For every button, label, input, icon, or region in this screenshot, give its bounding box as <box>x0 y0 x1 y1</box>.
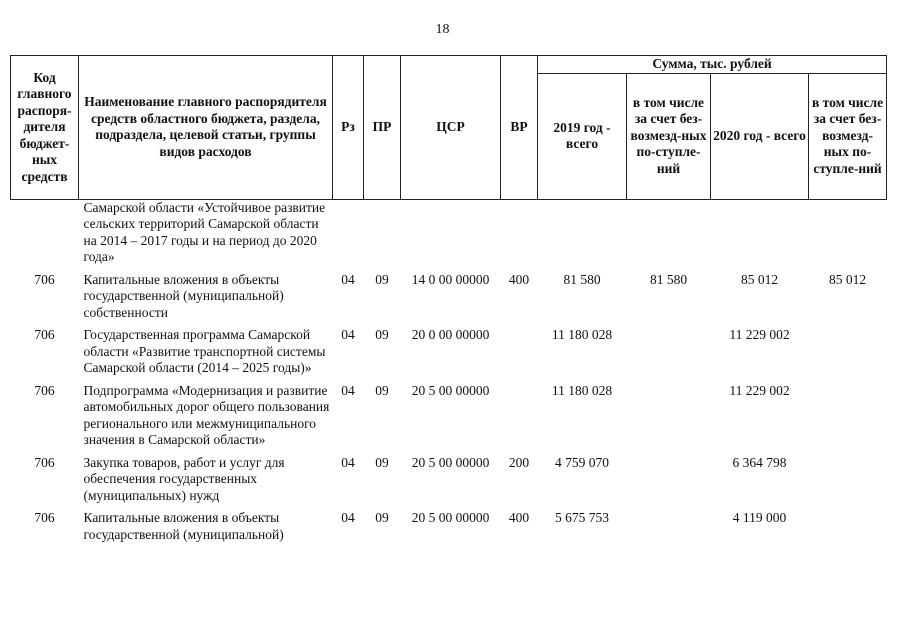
cell-2019: 11 180 028 <box>551 327 613 342</box>
cell-csr: 20 0 00 00000 <box>411 327 490 342</box>
header-2019-total: 2019 год - всего <box>538 73 627 199</box>
cell-name: Подпрограмма «Модернизация и развитие автомобильных дорог общего пользования регионального или межмуниципального значения в Самарской области» <box>83 382 330 447</box>
cell-rz: 04 <box>341 454 355 470</box>
cell-2019-grants <box>627 455 711 505</box>
cell-2020-grants <box>809 455 887 505</box>
cell-rz: 04 <box>341 327 355 342</box>
cell-pr <box>364 199 401 266</box>
header-sum: Сумма, тыс. рублей <box>538 56 887 74</box>
header-rz: Рз <box>333 56 364 200</box>
cell-2020: 85 012 <box>740 271 779 287</box>
cell-2020: 11 229 002 <box>729 327 790 342</box>
cell-rz: 04 <box>341 510 355 525</box>
budget-table <box>10 55 887 543</box>
cell-vr: 400 <box>508 271 530 287</box>
table-row <box>11 455 887 505</box>
cell-csr: 20 5 00 00000 <box>411 382 490 398</box>
cell-2020 <box>711 199 809 266</box>
cell-2019: 11 180 028 <box>551 382 613 398</box>
page-number: 18 <box>435 22 450 37</box>
header-name: Наименование главного распорядителя средств областного бюджета, раздела, подраздела, целевой статьи, группы видов расходов <box>79 56 333 200</box>
header-pr: ПР <box>364 56 401 200</box>
table-row <box>11 510 887 543</box>
cell-pr: 09 <box>375 454 389 470</box>
cell-name: Капитальные вложения в объекты государственной (муниципальной) <box>83 510 284 542</box>
cell-rz: 04 <box>341 271 355 287</box>
table-row <box>11 272 887 322</box>
cell-2020-grants <box>809 327 887 377</box>
cell-name: Самарской области «Устойчивое развитие сельских территорий Самарской области на 2014 – 2017 годы и на период до 2020 года» <box>83 199 326 264</box>
header-2020-grants: в том числе за счет без-возмезд-ных по-ступле-ний <box>809 73 887 199</box>
cell-2020: 6 364 798 <box>732 454 787 470</box>
cell-pr: 09 <box>375 382 389 398</box>
cell-pr: 09 <box>375 327 389 342</box>
cell-2020: 11 229 002 <box>729 382 790 398</box>
table-row <box>11 199 887 266</box>
cell-code: 706 <box>34 510 55 525</box>
cell-code: 706 <box>34 454 55 470</box>
cell-csr: 20 5 00 00000 <box>411 510 490 525</box>
cell-2019: 81 580 <box>563 271 601 287</box>
cell-csr <box>401 199 501 266</box>
cell-2019-grants <box>627 510 711 543</box>
cell-pr: 09 <box>375 510 389 525</box>
cell-2019-grants <box>627 327 711 377</box>
cell-pr: 09 <box>375 271 389 287</box>
cell-csr: 20 5 00 00000 <box>411 454 490 470</box>
cell-code: 706 <box>34 382 55 398</box>
cell-2020: 4 119 000 <box>732 510 787 525</box>
cell-vr <box>501 327 538 377</box>
header-2020-total: 2020 год - всего <box>711 73 809 199</box>
header-code: Код главного распоря-дителя бюджет-ных средств <box>11 56 79 200</box>
header-2019-grants: в том числе за счет без-возмезд-ных по-ступле-ний <box>627 73 711 199</box>
cell-2019-grants: 81 580 <box>649 271 688 287</box>
cell-code <box>11 199 79 266</box>
header-csr: ЦСР <box>401 56 501 200</box>
table-body <box>11 199 887 543</box>
cell-2020-grants <box>809 199 887 266</box>
cell-vr: 200 <box>508 454 530 470</box>
cell-2020-grants: 85 012 <box>828 271 867 287</box>
cell-vr <box>501 199 538 266</box>
table-header <box>11 56 887 200</box>
cell-code: 706 <box>34 271 55 287</box>
cell-name: Государственная программа Самарской области «Развитие транспортной системы Самарской области (2014 – 2025 годы)» <box>83 327 326 375</box>
cell-2019 <box>538 199 627 266</box>
cell-2020-grants <box>809 510 887 543</box>
cell-2019: 5 675 753 <box>555 510 609 525</box>
header-vr: ВР <box>501 56 538 200</box>
table-row <box>11 327 887 377</box>
cell-2019: 4 759 070 <box>555 454 609 470</box>
cell-name: Капитальные вложения в объекты государственной (муниципальной) собственности <box>83 271 284 320</box>
cell-code: 706 <box>34 327 55 342</box>
cell-vr: 400 <box>508 510 530 525</box>
cell-2020-grants <box>809 383 887 449</box>
cell-rz <box>333 199 364 266</box>
cell-rz: 04 <box>341 382 355 398</box>
cell-vr <box>501 383 538 449</box>
cell-name: Закупка товаров, работ и услуг для обеспечения государственных (муниципальных) нужд <box>83 454 285 503</box>
cell-2019-grants <box>627 199 711 266</box>
table-row <box>11 383 887 449</box>
cell-csr: 14 0 00 00000 <box>411 271 490 287</box>
cell-2019-grants <box>627 383 711 449</box>
